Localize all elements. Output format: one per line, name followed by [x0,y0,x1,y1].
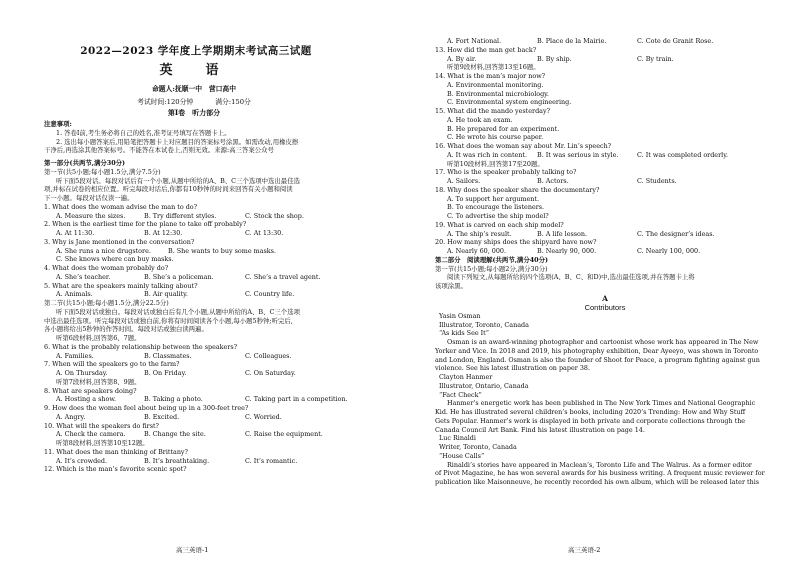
option-c: C. It was completed orderly. [637,150,728,159]
option-c: C. To advertise the ship model? [447,212,549,220]
option-c: C. Nearly 100, 000. [637,247,701,255]
option-c: C. Colleagues. [245,351,292,360]
section-heading: 第二部分 阅读理解(共两节,满分40分) [435,255,549,264]
question-stem: 10. What will the speakers do first? [44,421,159,430]
option-a: A. Environmental monitoring. [447,80,544,89]
option-c: C. It’s romantic. [245,456,298,465]
option-c: C. At 13:30. [245,229,284,237]
question-options [44,273,389,282]
passage-line: “House Calls” [439,451,485,460]
option-b: B. She’s a policeman. [144,272,214,281]
option-a: A. Families. [56,351,94,360]
option-b: B. Nearly 90, 000. [537,247,597,255]
left-page-content [44,44,389,474]
question-options [44,352,389,361]
note-line: 2. 选出每小题答案后,用铅笔把答题卡上对应题目的答案标号涂黑。如需改动,用橡皮擦 [56,137,299,146]
passage-line: Yasin Osman [439,311,481,320]
question-options [435,247,786,256]
option-a: A. He took an exam. [447,115,513,124]
right-page-content [435,37,786,487]
option-c: C. Worried. [245,412,282,421]
subsection-heading: 第二节(共15小题;每小题1.5分,满分22.5分) [44,299,169,307]
passage-line: of Pivot Magazine, he has won several awards for his business writing. A frequent music reviewer for [435,469,765,478]
question-options [44,290,389,299]
option-a: A. At 11:30. [56,229,95,237]
option-c: C. Country life. [245,290,295,299]
passage-line: Illustrator, Toronto, Canada [439,320,529,329]
question-stem: 19. What is carved on each ship model? [435,220,564,229]
option-b: B. It was serious in style. [537,150,619,159]
passage-line: Writer, Toronto, Canada [439,443,517,451]
section-heading: 第一部分(共两节,满分30分) [44,159,126,167]
option-c: C. By train. [637,54,674,63]
instruction-line: 听下面5段对话。每段对话后有一个小题,从题中所给的A、B、C三个选项中选出最佳选 [56,176,300,185]
option-a: A. She runs a nice drugstore. [56,246,151,255]
question-stem: 16. What does the woman say about Mr. Lin’s speech? [435,142,612,150]
question-stem: 4. What does the woman probably do? [44,264,169,272]
option-b: B. Environmental microbiology. [447,89,549,98]
option-a: A. Measure the sizes. [56,211,126,220]
option-b: B. At 12:30. [144,229,183,237]
page-footer: 高三英语-1 [176,546,209,554]
passage-line: “Fact Check” [439,390,482,399]
question-options [44,247,389,256]
option-c: C. She’s a travel agent. [245,272,321,281]
option-c: C. Stock the shop. [245,211,304,220]
question-options [435,177,786,186]
question-stem: 18. Why does the speaker share the documentary? [435,185,600,194]
option-a: A. It’s crowded. [56,456,108,465]
passage-line: Yorker and Vice. In 2018 and 2019, his photography exhibition, Dear Ayeeyo, was shown in Toronto [435,346,759,355]
passage-line: publication like Maisonneuve, he recently recorded his own album, which will be released later this [435,478,760,486]
passage-line: Canada Council Art Bank. Find his latest illustration on page 14. [435,425,645,434]
option-b: B. On Friday. [144,369,187,377]
subsection-heading: 第一节(共15小题;每小题2分,满分30分) [435,264,548,273]
question-stem: 9. How does the woman feel about being up in a 300-feet tree? [44,404,249,412]
listening-prompt: 听第8段材料,回答第10至12题。 [56,439,149,447]
passage-line: Gets Popular. Hanmer’s work is displayed in both private and corporate collections through the [435,416,746,425]
question-stem: 1. What does the woman advise the man to do? [44,202,198,211]
option-b: B. To encourage the listeners. [447,203,545,212]
option-c: C. Raise the equipment. [245,430,323,439]
option-c: C. On Saturday. [245,369,296,377]
exam-time: 考试时间:120分钟 [137,98,194,106]
instruction-line: 听下面5段对话或独白。每段对话或独白后有几个小题,从题中所给的A、B、C三个选项 [56,307,300,316]
question-stem: 15. What did the mando yesterday? [435,107,551,115]
question-stem: 14. What is the man’s major now? [435,72,546,80]
option-a: A. Sailors. [447,177,481,185]
instruction-line: 下一小题。每段对话仅读一遍。 [44,194,134,202]
passage-line: Hanmer’s energetic work has been published in The New York Times and National Geographic [447,399,756,408]
instruction-line: 该项涂黑。 [435,282,467,290]
passage-line: Osman is an award-winning photographer and cartoonist whose work has appeared in The New [447,338,759,346]
option-b: B. It’s breathtaking. [144,456,210,465]
instruction-line: 项,并标在试卷的相应位置。听完每段对话后,你都有10秒钟的时间来回答有关小题和阅读 [44,185,293,194]
option-c: C. Taking part in a competition. [245,395,348,404]
question-options [44,369,389,378]
passage-letter: A [602,293,608,303]
question-options [435,37,786,46]
passage-line: Kid. He has illustrated several children’s books, including 2020’s Trending: How and Why Stuff [435,408,746,416]
instruction-line: 中选出最佳选项。听完每段对话或独白前,你将有时间阅读各个小题,每小题5秒钟;听完后, [44,316,293,325]
question-stem: 3. Why is Jane mentioned in the conversation? [44,237,195,246]
option-a: A. Angry. [56,412,86,421]
option-b: B. Air quality. [144,290,188,299]
exam-meta [44,97,344,107]
option-b: B. Excited. [144,412,180,421]
question-options [44,395,389,404]
passage-line: “As kids See It” [439,329,490,338]
listening-prompt: 听第6段材料,回答第6、7题。 [56,334,141,342]
option-b: B. Try different styles. [144,211,217,220]
listening-prompt: 听第10段材料,回答第17至20题。 [447,159,544,168]
question-options [44,212,389,221]
option-a: A. Animals. [56,290,93,299]
listening-prompt: 听第9段材料,回答第13至16题。 [447,63,540,72]
option-b: B. Place de la Mairie. [537,37,607,45]
exam-title: 2022—2023 学年度上学期期末考试高三试题 [80,45,312,57]
passage-line: Luc Rinaldi [439,434,476,443]
authors: 命题人:抚顺一中 营口高中 [151,85,237,93]
page-footer: 高三英语-2 [568,546,601,554]
question-options [435,55,786,64]
subsection-heading: 第一节(共5小题;每小题1.5分,满分7.5分) [44,167,161,176]
question-options [435,230,786,239]
option-c: C. Students. [637,177,677,185]
question-stem: 17. Who is the speaker probably talking to? [435,168,577,177]
question-stem: 8. What are speakers doing? [44,386,137,395]
option-b: B. Change the site. [144,430,206,439]
option-a: A. The ship’s result. [447,229,512,238]
question-options [44,457,389,466]
question-stem: 6. What is the probably relationship between the speakers? [44,342,238,351]
note-line: 干净后,再选涂其他答案标号。不能答在本试卷上,否则无效。来源:高三答案公众号 [44,146,274,155]
option-c: C. Cote de Granit Rose. [637,37,714,45]
question-stem: 20. How many ships does the shipyard have now? [435,238,597,247]
question-stem: 12. Which is the man’s favorite scenic spot? [44,465,187,474]
part-title: 第Ⅰ卷 听力部分 [167,108,221,117]
option-b: B. By ship. [537,54,572,63]
option-a: A. On Thursday. [56,369,108,377]
option-a: A. Check the camera. [56,430,126,439]
notes-heading: 注意事项: [44,120,72,128]
option-b: B. She wants to buy some masks. [168,246,276,255]
option-b: B. Taking a photo. [144,395,203,404]
question-stem: 13. How did the man get back? [435,45,537,54]
option-c: C. The designer’s ideas. [637,229,715,238]
passage-title: Contributors [584,302,626,312]
exam-page-right [397,0,794,562]
note-line: 1. 答卷Ⅰ前,考生务必将自己的姓名,准考证号填写在答题卡上。 [56,128,231,137]
question-stem: 11. What does the man thinking of Brittany? [44,447,188,456]
option-b: B. He prepared for an experiment. [447,124,560,133]
question-options [435,151,786,160]
passage-line: violence. See his latest illustration on paper 38. [435,364,590,373]
option-c: C. He wrote his course paper. [447,133,544,142]
option-b: B. Classmates. [144,351,192,360]
option-b: B. A life lesson. [537,229,588,238]
option-a: A. By air. [447,54,477,63]
question-stem: 5. What are the speakers mainly talking about? [44,281,198,290]
question-stem: 7. When will the speakers go to the farm? [44,360,180,369]
option-b: B. Actors. [537,177,569,185]
question-options [44,413,389,422]
option-a: A. She’s teacher. [56,272,111,281]
passage-line: Illustrator, Ontario, Canada [439,381,529,390]
question-options [44,430,389,439]
option-c: C. Environmental system engineering. [447,98,572,107]
instruction-line: 阅读下列短文,从每题所给的四个选项(A、B、C、和D)中,选出最佳选项,并在答题卡上将 [447,273,695,282]
subject-title: 英 语 [159,63,229,78]
option-a: A. Fort National. [447,37,502,45]
question-stem: 2. When is the earliest time for the plane to take off probably? [44,220,247,229]
option-c: C. She knows where can buy masks. [56,255,174,264]
passage-line: Clayton Hanmer [439,373,493,381]
option-a: A. It was rich in content. [447,150,528,159]
listening-prompt: 听第7段材料,回答第8、9题。 [56,377,141,386]
instruction-line: 各小题将给出5秒钟的作答时间。每段对话或独白读两遍。 [44,325,208,334]
question-options [44,229,389,238]
passage-line: and London, England. Osman is also the founder of Shoot for Peace, a program fighting against gun [435,355,760,364]
option-a: A. To support her argument. [447,194,540,203]
option-a: A. Hosting a show. [56,395,117,404]
option-a: A. Nearly 60, 000. [447,247,507,255]
passage-body [435,312,786,487]
passage-line: Rinaldi’s stories have appeared in Maclean’s, Toronto Life and The Walrus. As a former editor [447,460,752,469]
exam-score: 满分:150分 [215,98,251,106]
